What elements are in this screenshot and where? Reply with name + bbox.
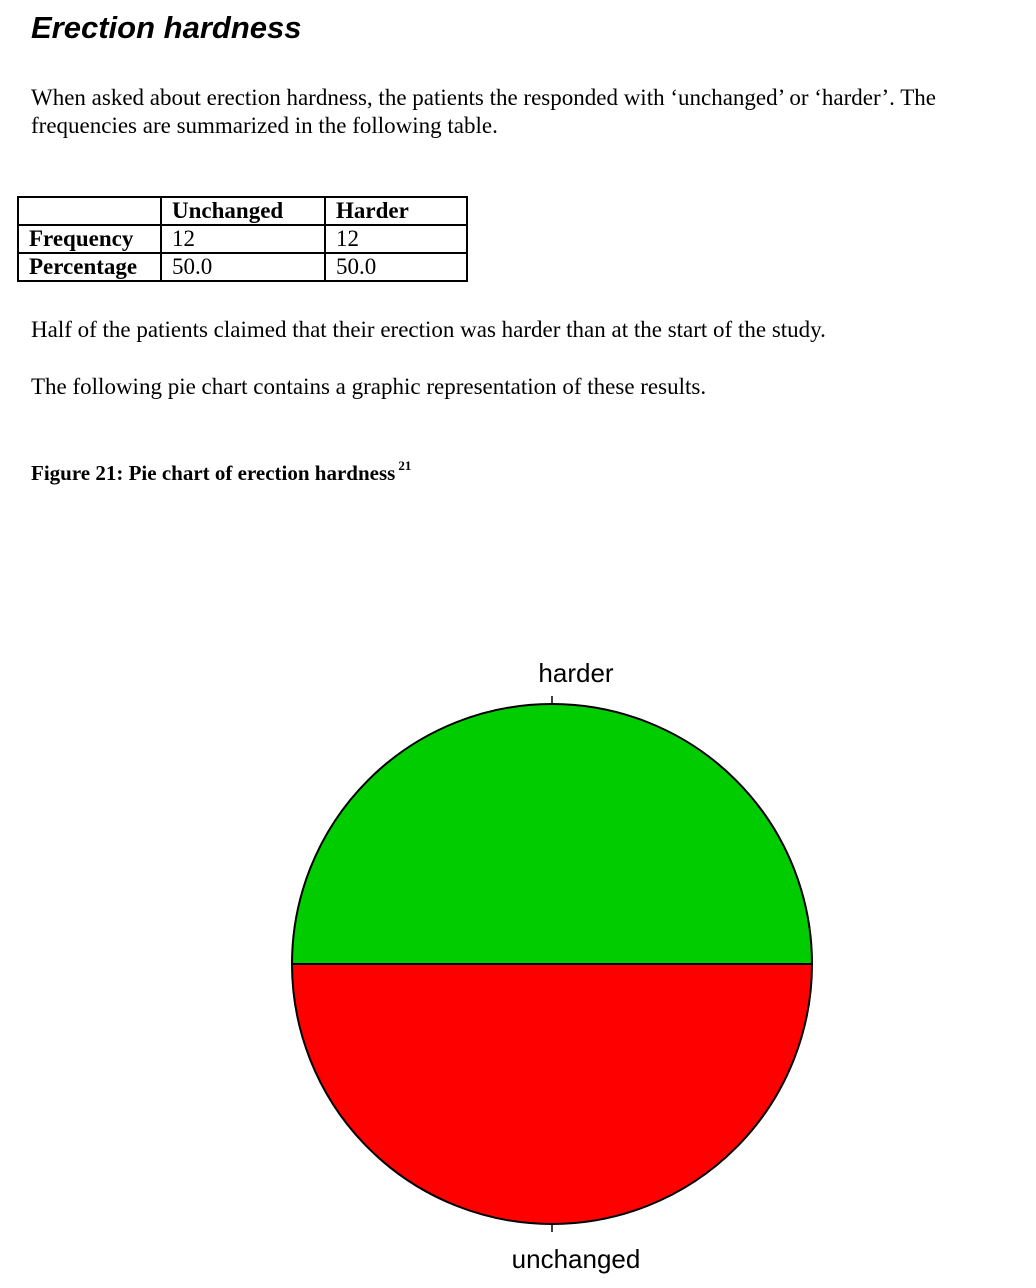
table-cell: 12 [161, 225, 325, 253]
intro-paragraph: When asked about erection hardness, the patients the responded with ‘unchanged’ or ‘harder’. The frequencies are summarized in the following table. [31, 85, 936, 138]
pie-slice-unchanged [292, 964, 812, 1224]
figure-caption-text: Figure 21: Pie chart of erection hardness [31, 461, 396, 485]
row-label: Frequency [18, 225, 161, 253]
section-heading: Erection hardness [31, 10, 302, 45]
footnote-marker: 21 [398, 458, 412, 473]
table-cell: 12 [325, 225, 467, 253]
table-cell: 50.0 [161, 253, 325, 281]
chart-intro-paragraph: The following pie chart contains a graphic representation of these results. [31, 374, 707, 399]
pie-label-unchanged: unchanged [511, 1244, 641, 1274]
table-cell: 50.0 [325, 253, 467, 281]
pie-label-harder: harder [538, 658, 614, 688]
row-label: Percentage [18, 253, 161, 281]
table-header-cell: Harder [325, 197, 467, 225]
pie-slice-harder [292, 704, 812, 964]
summary-paragraph: Half of the patients claimed that their erection was harder than at the start of the study. [31, 317, 826, 342]
pie-slices [292, 704, 812, 1224]
table-header-cell: Unchanged [161, 197, 325, 225]
